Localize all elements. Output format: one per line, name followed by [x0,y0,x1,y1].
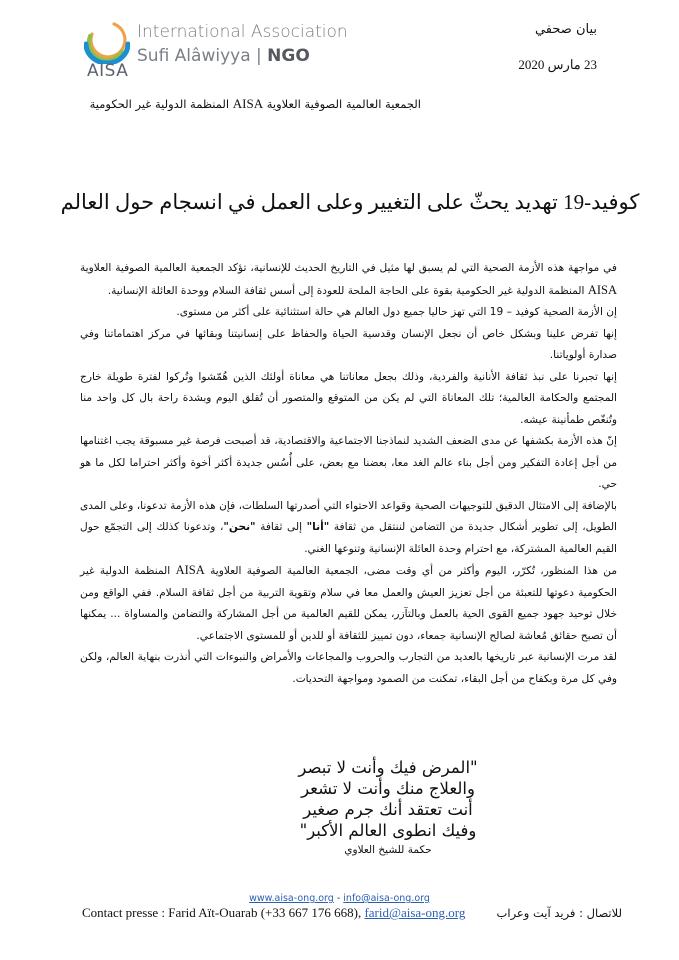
paragraph-text: المنظمة الدولية غير الحكومية دعوتها للتعبئة من أجل تعزيز العيش والعمل معا في سلام وتقوية التربية من أجل ثقافة السلام. ففي الواقع ومن خلال توحيد جهود جميع القوى الحية بالعمل وبالتآزر، يمكن للقيم العالمية من أجل المشاركة والتضامن والمساواة ... يمكنها أن تصبح حقائق مُعاشة لصالح الإنسانية جمعاء، دون تمييز للثقافة أو للدين أو للمستوى الاجتماعي. [80,565,617,642]
press-release-date: 23 مارس 2020 [518,57,597,72]
paragraph-text: في مواجهة هذه الأزمة الصحية التي لم يسبق لها مثيل في التاريخ الحديث للإنسانية، تؤكد الجمعية العالمية الصوفية العلاوية [80,262,617,274]
paragraph-7 [80,560,617,647]
closing-quote [262,757,514,859]
press-release-label: بيان صحفي [534,22,597,37]
org-name-part2: المنظمة الدولية غير الحكومية [89,97,233,111]
press-contact [82,905,622,921]
paragraph-4: إنها تجبرنا على نبذ ثقافة الأنانية والفردية، وذلك بجعل معاناتنا هي معاناة أولئك الذين هُمّشوا وتُركوا لفترة طويلة خارج المجتمع والحكامة العالمية؛ تلك المعاناة التي لم يكن من المتوقع والمتصور أن تُقلق اليوم وبشدة راحة بال كل واحد منا وتُنغّص طمأنينة عيشه. [80,370,617,426]
quote-line: "المرض فيك وأنت لا تبصر [298,758,478,777]
paragraph-2: إن الأزمة الصحية كوفيد – 19 التي تهز حاليا جميع دول العالم هي حالة استثنائية على أكثر من مستوى. [176,306,617,318]
logo-ngo: NGO [267,46,310,66]
quote-line: أنت تعتقد أنك جرم صغير [303,800,473,819]
paragraph-text: إلى ثقافة [255,521,307,533]
paragraph-8: لقد مرت الإنسانية عبر تاريخها بالعديد من التجارب والحروب والمجاعات والأمراض والنبوءات التي أنذرت بنهاية العالم، ولكن وفي كل مرة وبكفاح من أجل البقاء، تمكنت من الصمود ومواجهة التحديات. [80,651,617,685]
logo-acronym: AISA [87,61,129,81]
quote-line: والعلاج منك وأنت لا تشعر [301,779,475,798]
org-name-part1: الجمعية العالمية الصوفية العلاوية [263,97,421,111]
quote-source: حكمة للشيخ العلاوي [344,844,432,856]
press-release-body [80,258,617,690]
logo-title-line1: International Association [137,22,348,42]
link-separator: - [333,893,344,904]
paragraph-3: إنها تفرض علينا وبشكل خاص أن نجعل الإنسان وقدسية الحياة والحفاظ على إنسانيتنا وبقائها في مركز اهتماماتنا وفي صدارة أولوياتنا. [80,327,617,361]
logo-title-line2 [137,46,310,66]
logo-subtitle: Sufi Alâwiyya | [137,46,268,66]
footer-links [0,893,679,904]
paragraph-text: من هذا المنظور، تُكرّر، اليوم وأكثر من أي وقت مضى، الجمعية العالمية الصوفية العلاوية [204,565,618,577]
org-acronym: AISA [232,96,264,111]
paragraph-text: ، وتدعونا كذلك إلى التجمّع حول القيم العالمية المشتركة، مع احترام وحدة العائلة الإنسانية وتنوعها الغني. [80,521,617,555]
quote-line: وفيك انطوى العالم الأكبر" [299,821,477,840]
organization-line [90,96,421,112]
info-email-link[interactable]: info@aisa-ong.org [343,893,430,904]
paragraph-1 [80,258,617,302]
aisa-circle-logo-icon [84,20,130,64]
org-acronym: AISA [175,563,205,577]
contact-arabic: للاتصال : فريد آيت وعراب [496,906,622,920]
website-link[interactable]: www.aisa-ong.org [249,893,334,904]
emphasis-me: "أنا" [306,521,330,533]
emphasis-we: "نحن" [223,521,256,533]
paragraph-6 [80,496,617,561]
paragraph-text: بالإضافة إلى الامتثال الدقيق للتوجيهات الصحية وقواعد الاحتواء التي أصدرتها السلطات، فإن هذه الأزمة تدعونا، وعلى المدى الطويل، إلى تطوير أشكال جديدة من التضامن لننتقل من ثقافة [80,499,617,533]
org-acronym: AISA [587,282,617,297]
paragraph-text: المنظمة الدولية غير الحكومية بقوة على الحاجة الملحة للعودة إلى أسس ثقافة السلام ووحدة العائلة الإنسانية. [107,284,588,297]
paragraph-5: إنّ هذه الأزمة بكشفها عن مدى الضعف الشديد لنماذجنا الاجتماعية والاقتصادية، قد أصبحت فرصة غير مسبوقة يجب اغتنامها من أجل إعادة التفكير ومن أجل بناء عالم الغد معا، بعضنا مع بعض، على أُسُس جديدة أكثر أخوة وأكثر احتراما لكل ما هو حي. [80,435,617,490]
contact-email-link[interactable]: farid@aisa-ong.org [364,905,466,920]
aisa-logo [84,16,348,88]
page-title: كوفيد-19 تهديد يحثّ على التغيير وعلى العمل في انسجام حول العالم [60,190,640,214]
contact-text: Contact presse : Farid Aït-Ouarab (+33 667 176 668), [82,905,365,920]
